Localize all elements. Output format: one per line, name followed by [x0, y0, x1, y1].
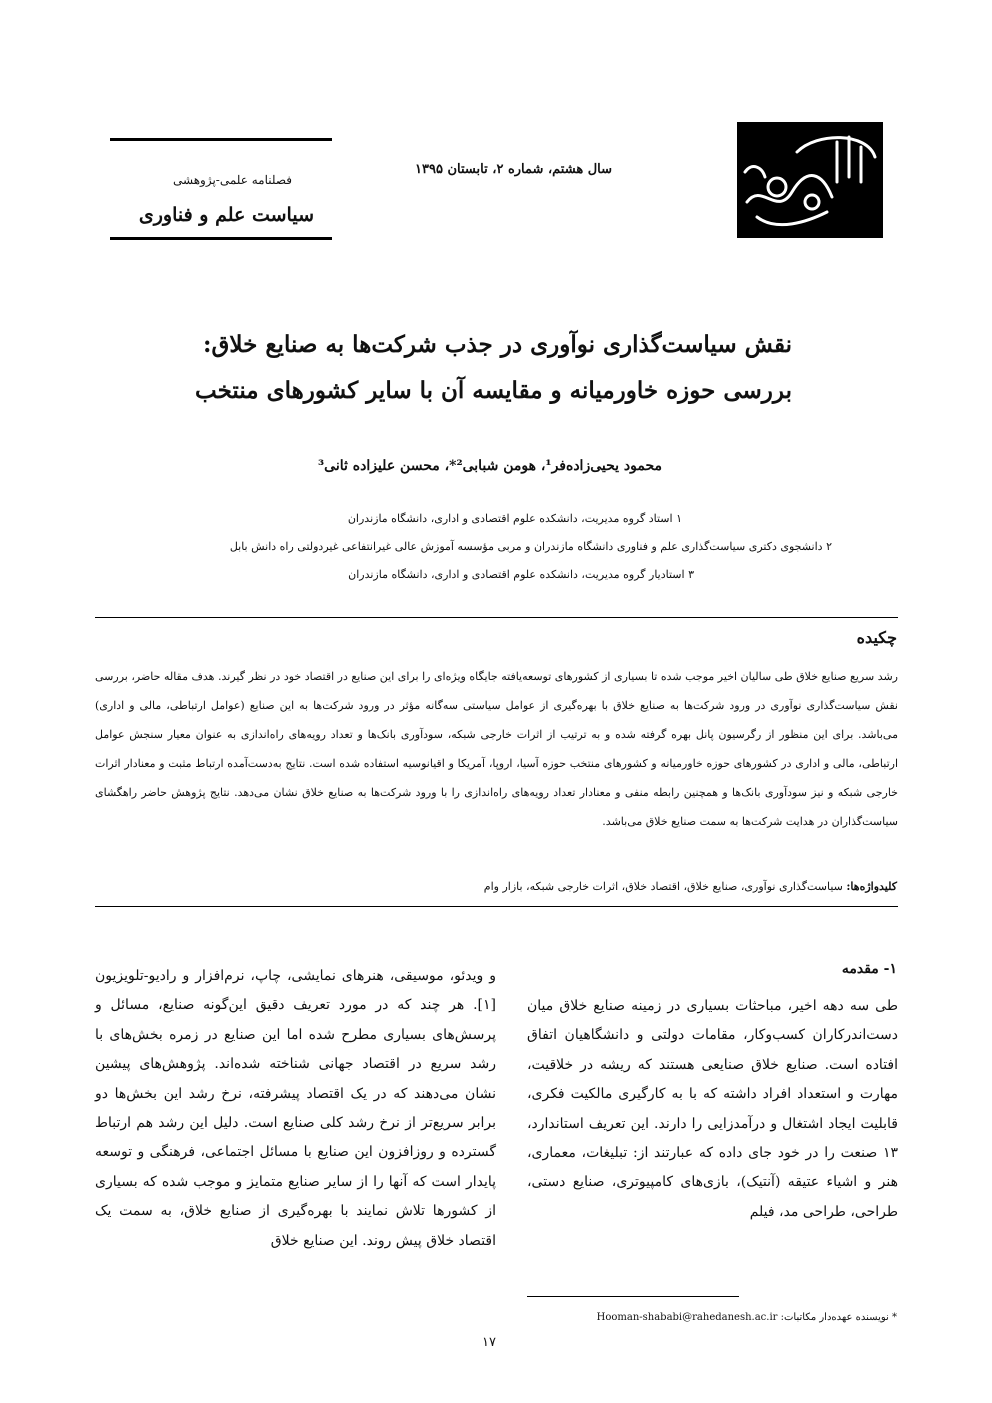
paper-title-line2: بررسی حوزه خاورمیانه و مقایسه آن با سایر کشورهای منتخب	[194, 377, 792, 404]
affiliation-1: ۱ استاد گروه مدیریت، دانشکده علوم اقتصادی و اداری، دانشگاه مازندران	[347, 512, 682, 525]
journal-logo	[737, 122, 883, 238]
paper-title-line1: نقش سیاست‌گذاری نوآوری در جذب شرکت‌ها به صنایع خلاق:	[203, 331, 792, 358]
abstract-text: رشد سریع صنایع خلاق طی سالیان اخیر موجب شده تا بسیاری از کشورهای توسعه‌یافته جایگاه ویژه‌ای را برای این صنایع در اقتصاد خود در نظر گیرند. هدف مقاله حاضر، بررسی نقش سیاست‌گذاری نوآوری در ورود شرکت‌ها به صنایع خلاق با بهره‌گیری از عوامل سیاستی سه‌گانه مؤثر در ورود شرکت‌ها به این صنایع (عوامل ارتباطی، مالی و اداری) می‌باشد. برای این منظور از رگرسیون پانل بهره گرفته شده و به ترتیب از اثرات خارجی شبکه، سودآوری بانک‌ها و تعداد رویه‌های راه‌اندازی به عنوان معیار سنجش عوامل ارتباطی، مالی و اداری در کشورهای حوزه خاورمیانه و کشورهای منتخب حوزه آسیا، اروپا، آمریکا و اقیانوسیه استفاده شده است. نتایج به‌دست‌آمده ارتباط مثبت و معنادار اثرات خارجی شبکه و نیز سودآوری بانک‌ها و همچنین رابطه منفی و معنادار تعداد رویه‌های راه‌اندازی را با ورود شرکت‌ها به صنایع خلاق نشان می‌دهد. نتایج پژوهش حاضر راهگشای سیاست‌گذاران در هدایت شرکت‌ها به سمت صنایع خلاق می‌باشد.	[95, 670, 898, 828]
abstract-top-rule	[95, 617, 898, 618]
affiliation-2: ۲ دانشجوی دکتری سیاست‌گذاری علم و فناوری دانشگاه مازندران و مربی مؤسسه آموزش عالی غیرانتفاعی غیردولتی راه دانش بابل	[229, 540, 832, 553]
footnote-rule	[527, 1296, 739, 1297]
abstract-heading: چکیده	[856, 628, 897, 647]
affiliation-3: ۳ استادیار گروه مدیریت، دانشکده علوم اقتصادی و اداری، دانشگاه مازندران	[348, 568, 694, 581]
journal-type: فصلنامه علمی-پژوهشی	[173, 173, 292, 187]
authors: محمود یحیی‌زاده‌فر¹، هومن شبابی²*، محسن علیزاده ثانی³	[318, 458, 662, 474]
page-number: ۱۷	[482, 1335, 496, 1350]
footnote: * نویسنده عهده‌دار مکاتبات: Hooman-shababi@rahedanesh.ac.ir	[596, 1312, 897, 1323]
keywords-label: کلیدواژه‌ها:	[846, 880, 897, 893]
keywords-list: سیاست‌گذاری نوآوری، صنایع خلاق، اقتصاد خلاق، اثرات خارجی شبکه، بازار وام	[483, 880, 843, 893]
abstract-bottom-rule	[95, 906, 898, 907]
issue-info: سال هشتم، شماره ۲، تابستان ۱۳۹۵	[415, 162, 612, 177]
body-left-column: و ویدئو، موسیقی، هنرهای نمایشی، چاپ، نرم‌افزار و رادیو-تلویزیون [۱]. هر چند که در مورد تعریف دقیق این‌گونه صنایع، مسائل و پرسش‌های بسیاری مطرح شده اما این صنایع در زمره بخش‌های با رشد سریع در اقتصاد جهانی شناخته شده‌اند. پژوهش‌های پیشین نشان می‌دهند که در یک اقتصاد پیشرفته، نرخ رشد این بخش‌ها دو برابر سریع‌تر از نرخ رشد کلی صنایع است. دلیل این رشد هم ارتباط گسترده و روزافزون این صنایع با مسائل اجتماعی، فرهنگی و توسعه پایدار است که آنها را از سایر صنایع متمایز و موجب شده که بسیاری از کشورها تلاش نمایند با بهره‌گیری از صنایع خلاق، به سمت یک اقتصاد خلاق پیش روند. این صنایع خلاق	[95, 968, 496, 1249]
keywords	[484, 880, 897, 893]
body-right-column: طی سه دهه اخیر، مباحثات بسیاری در زمینه صنایع خلاق میان دست‌اندرکاران کسب‌وکار، مقامات دولتی و دانشگاهیان اتفاق افتاده است. صنایع خلاق صنایعی هستند که ریشه در خلاقیت، مهارت و استعداد افراد داشته که با به کارگیری مالکیت فکری، قابلیت ایجاد اشتغال و درآمدزایی را دارند. این تعریف استاندارد، ۱۳ صنعت را در خود جای داده که عبارتند از: تبلیغات، معماری، هنر و اشیاء عتیقه (آنتیک)، بازی‌های کامپیوتری، صنایع دستی، طراحی، طراحی مد، فیلم	[527, 998, 898, 1220]
journal-box	[110, 138, 332, 240]
calligraphy-logo-icon	[737, 122, 883, 238]
section-heading-intro: ۱- مقدمه	[841, 961, 897, 977]
journal-name: سیاست علم و فناوری	[138, 204, 314, 226]
